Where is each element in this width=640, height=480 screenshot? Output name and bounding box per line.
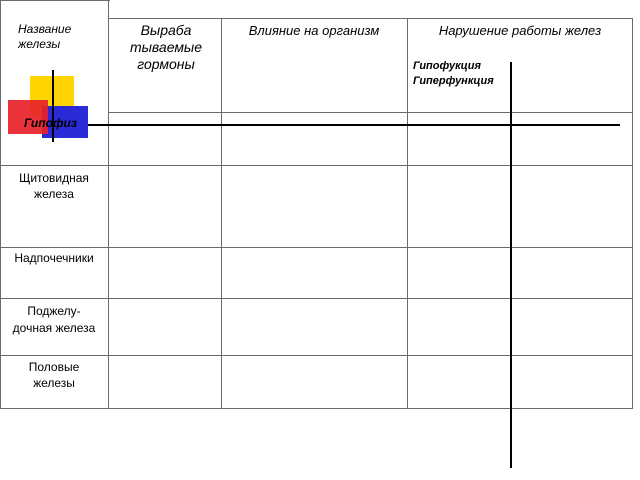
grid-line bbox=[407, 18, 408, 409]
row-label-pituitary: Гипофиз bbox=[24, 116, 77, 130]
grid-line bbox=[108, 0, 109, 409]
grid-line bbox=[0, 355, 633, 356]
row-label-thyroid: Щитовидная железа bbox=[19, 171, 89, 201]
grid-line bbox=[632, 18, 633, 409]
row-label-gonads: Половые железы bbox=[28, 360, 80, 390]
header-disorders: Нарушение работы желез bbox=[438, 23, 602, 38]
row-label-adrenal: Надпочечники bbox=[14, 251, 94, 265]
grid-line bbox=[221, 18, 222, 409]
grid-line bbox=[108, 112, 633, 113]
header-gland-name: Название железы bbox=[18, 22, 72, 51]
grid-line bbox=[0, 408, 633, 409]
decor-vertical-line-right bbox=[510, 62, 512, 468]
grid-line bbox=[0, 298, 633, 299]
grid-line bbox=[0, 247, 633, 248]
grid-line bbox=[0, 0, 110, 1]
grid-line bbox=[0, 0, 1, 409]
subheader-hypofunction: Гипофукция bbox=[413, 60, 481, 72]
grid-line bbox=[0, 165, 633, 166]
grid-line bbox=[108, 18, 633, 19]
subheader-hyperfunction: Гиперфункция bbox=[413, 75, 494, 87]
row-label-pancreas: Поджелу-дочная железа bbox=[12, 304, 96, 335]
decor-vertical-line-left bbox=[52, 70, 54, 142]
header-hormones: Выраба тываемые гормоны bbox=[129, 22, 203, 72]
decor-horizontal-line bbox=[88, 124, 620, 126]
header-effect: Влияние на организм bbox=[248, 23, 380, 38]
